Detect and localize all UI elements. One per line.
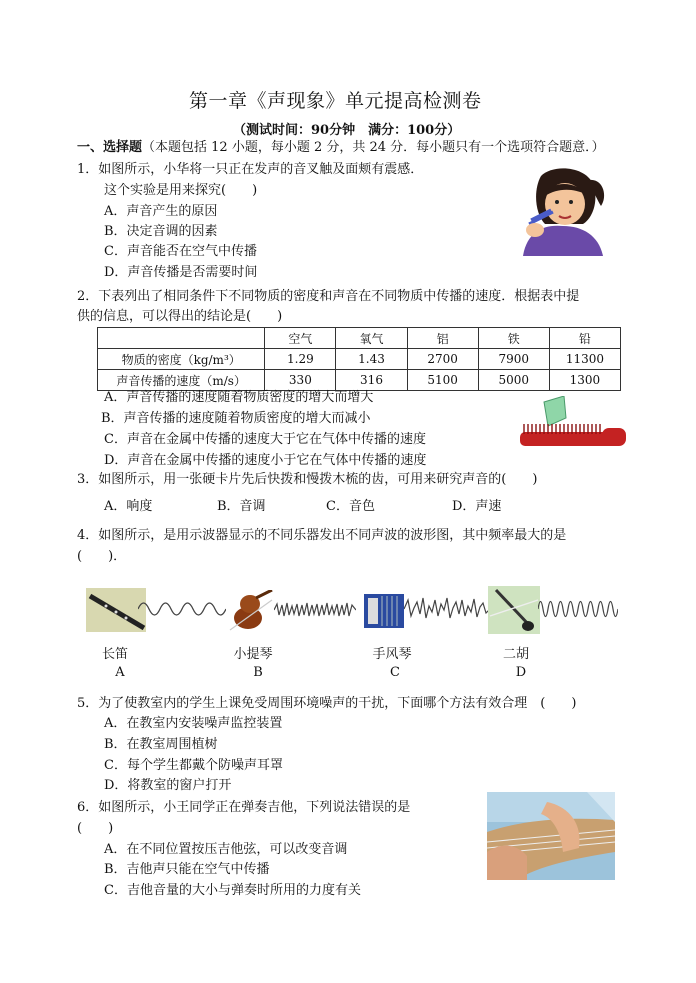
table-cell: 1300: [549, 370, 620, 391]
q3-stem: 3．如图所示，用一张硬卡片先后快拨和慢拨木梳的齿，可用来研究声音的( ): [77, 472, 538, 487]
table-cell: 11300: [549, 349, 620, 370]
instrument-letter: A: [115, 665, 125, 680]
table-cell: 5100: [407, 370, 478, 391]
q2-option-c: C．声音在金属中传播的速度大于它在气体中传播的速度: [104, 432, 426, 447]
section-heading-label: 一、选择题: [77, 140, 143, 155]
table-row: [98, 349, 621, 370]
guitar-playing-image: [487, 792, 615, 880]
table-cell: 1.29: [265, 349, 336, 370]
table-header-cell: 氧气: [336, 328, 407, 349]
erhu-waveform: [538, 592, 618, 626]
table-cell: 2700: [407, 349, 478, 370]
table-header-cell: [98, 328, 265, 349]
page-title: 第一章《声现象》单元提高检测卷: [189, 90, 482, 112]
instrument-name: 手风琴: [372, 647, 412, 662]
q5-stem: 5．为了使教室内的学生上课免受周围环境噪声的干扰，下面哪个方法有效合理 ( ): [77, 696, 577, 711]
page-subtitle: （测试时间：90分钟 满分：100分）: [233, 123, 461, 138]
flute-image: [86, 588, 146, 632]
instrument-name: 小提琴: [233, 647, 273, 662]
q2-option-d: D．声音在金属中传播的速度小于它在气体中传播的速度: [104, 453, 427, 468]
violin-image: [228, 590, 274, 632]
q1-option-b: B．决定音调的因素: [104, 224, 218, 239]
instrument-name: 长笛: [101, 647, 128, 662]
table-cell: 声音传播的速度（m/s）: [98, 370, 265, 391]
q6-stem: 6．如图所示，小王同学正在弹奏吉他，下列说法错误的是: [77, 800, 411, 815]
q6-stem-2: ( ): [77, 821, 114, 836]
table-header-cell: 铁: [478, 328, 549, 349]
accordion-waveform: [404, 594, 490, 624]
q5-option-a: A．在教室内安装噪声监控装置: [104, 716, 283, 731]
q2-stem-2: 供的信息，可以得出的结论是( ): [77, 309, 283, 324]
table-header-cell: 空气: [265, 328, 336, 349]
q2-option-b: B．声音传播的速度随着物质密度的增大而减小: [101, 411, 371, 426]
q1-stem-2: 这个实验是用来探究( ): [104, 183, 258, 198]
table-cell: 7900: [478, 349, 549, 370]
erhu-image: [488, 586, 540, 634]
q2-option-a: A．声音传播的速度随着物质密度的增大而增大: [104, 390, 374, 405]
section-description: （本题包括 12 小题，每小题 2 分，共 24 分．每小题只有一个选项符合题意．）: [142, 140, 605, 155]
accordion-image: [362, 590, 406, 632]
instrument-letter: B: [253, 665, 263, 680]
table-header-row: [98, 328, 621, 349]
q1-option-a: A．声音产生的原因: [104, 204, 218, 219]
q5-option-d: D．将教室的窗户打开: [104, 778, 232, 793]
q3-option-d: D．声速: [452, 499, 502, 514]
table-header-cell: 铝: [407, 328, 478, 349]
q4-stem: 4．如图所示，是用示波器显示的不同乐器发出不同声波的波形图，其中频率最大的是: [77, 528, 567, 543]
table-cell: 1.43: [336, 349, 407, 370]
density-speed-table: [97, 327, 621, 391]
girl-tuning-fork-image: [513, 166, 609, 256]
q3-option-a: A．响度: [104, 499, 153, 514]
table-cell: 316: [336, 370, 407, 391]
flute-waveform: [138, 594, 226, 624]
q2-stem: 2．下表列出了相同条件下不同物质的密度和声音在不同物质中传播的速度．根据表中提: [77, 289, 580, 304]
instrument-name: 二胡: [502, 647, 529, 662]
q6-option-c: C．吉他音量的大小与弹奏时所用的力度有关: [104, 883, 361, 898]
instrument-letter: C: [390, 665, 400, 680]
q5-option-c: C．每个学生都戴个防噪声耳罩: [104, 758, 283, 773]
q1-option-d: D．声音传播是否需要时间: [104, 265, 258, 280]
table-cell: 330: [265, 370, 336, 391]
q3-option-c: C．音色: [326, 499, 375, 514]
section-heading: [77, 138, 605, 158]
q3-option-b: B．音调: [217, 499, 266, 514]
q4-stem-2: ( )．: [77, 549, 127, 564]
q6-option-a: A．在不同位置按压吉他弦，可以改变音调: [104, 842, 348, 857]
q1-option-c: C．声音能否在空气中传播: [104, 244, 257, 259]
instrument-letter: D: [515, 665, 527, 680]
table-cell: 5000: [478, 370, 549, 391]
q1-stem: 1．如图所示，小华将一只正在发声的音叉触及面颊有震感．: [77, 162, 424, 177]
q5-option-b: B．在教室周围植树: [104, 737, 218, 752]
table-header-cell: 铅: [549, 328, 620, 349]
comb-card-image: [514, 396, 630, 454]
q6-option-b: B．吉他声只能在空气中传播: [104, 862, 270, 877]
violin-waveform: [274, 598, 356, 622]
table-cell: 物质的密度（kg/m³）: [98, 349, 265, 370]
